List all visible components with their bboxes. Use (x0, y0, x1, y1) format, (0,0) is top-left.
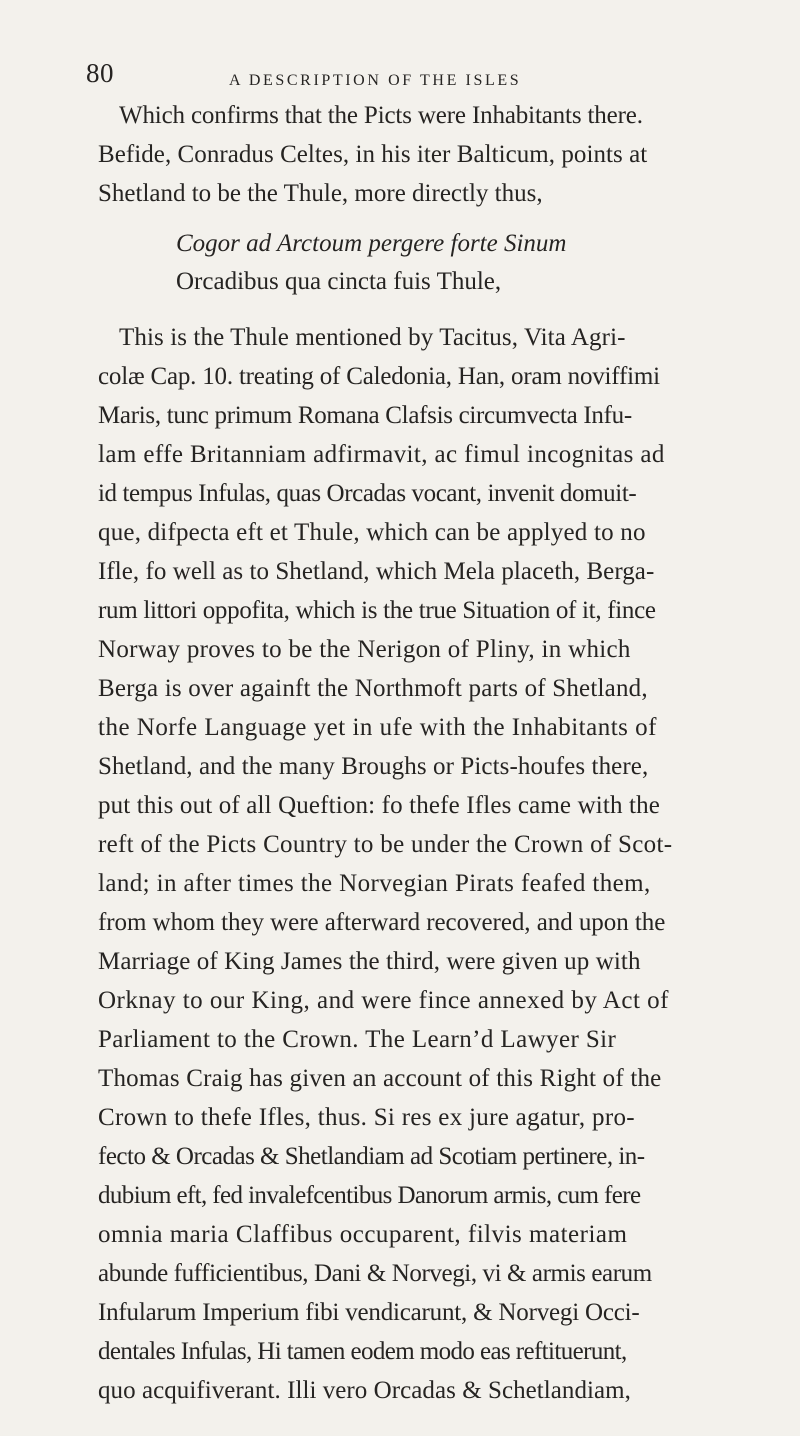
text-line: Marriage of King James the third, were given up with (98, 948, 641, 975)
text-line: Thomas Craig has given an account of this Right of the (98, 1065, 662, 1092)
text-line: Shetland, and the many Broughs or Picts-houfes there, (98, 753, 649, 780)
text-line: Maris, tunc primum Romana Clafsis circumvecta Infu- (98, 402, 632, 429)
text-line: Parliament to the Crown. The Learn’d Lawyer Sir (98, 1026, 617, 1053)
text-line: id tempus Infulas, quas Orcadas vocant, invenit domuit- (98, 480, 637, 507)
text-line: quo acquifiverant. Illi vero Orcadas & Schetlandiam, (98, 1377, 631, 1404)
text-line: Shetland to be the Thule, more directly thus, (98, 180, 543, 207)
text-line: dubium eft, fed invalefcentibus Danorum armis, cum fere (98, 1182, 641, 1209)
verse-line: Orcadibus qua cincta fuis Thule, (176, 268, 502, 295)
text-line: lam effe Britanniam adfirmavit, ac fimul incognitas ad (98, 441, 665, 468)
text-line: dentales Infulas, Hi tamen eodem modo eas reftituerunt, (98, 1338, 627, 1365)
text-line: fecto & Orcadas & Shetlandiam ad Scotiam pertinere, in- (98, 1143, 645, 1170)
running-head: A DESCRIPTION OF THE ISLES (229, 72, 522, 89)
text-line: Infularum Imperium fibi vendicarunt, & Norvegi Occi- (98, 1299, 640, 1326)
text-line: que, difpecta eft et Thule, which can be applyed to no (98, 519, 646, 546)
text-line: put this out of all Queftion: fo thefe Ifles came with the (98, 792, 661, 819)
text-line: Befide, Conradus Celtes, in his iter Balticum, points at (98, 141, 648, 168)
text-line: Crown to thefe Ifles, thus. Si res ex jure agatur, pro- (98, 1104, 635, 1131)
text-line: colæ Cap. 10. treating of Caledonia, Han, oram noviffimi (98, 363, 660, 390)
text-line: omnia maria Claffibus occuparent, filvis materiam (98, 1221, 628, 1248)
text-line: Orknay to our King, and were fince annexed by Act of (98, 987, 669, 1014)
text-line: from whom they were afterward recovered, and upon the (98, 909, 666, 936)
verse-line: Cogor ad Arctoum pergere forte Sinum (176, 230, 567, 257)
text-line: abunde fufficientibus, Dani & Norvegi, vi & armis earum (98, 1260, 652, 1287)
text-line: Ifle, fo well as to Shetland, which Mela placeth, Berga- (98, 558, 655, 585)
page-number: 80 (86, 58, 114, 88)
text-line: Which confirms that the Picts were Inhabitants there. (119, 102, 643, 129)
text-line: rum littori oppofita, which is the true Situation of it, fince (98, 597, 656, 624)
text-line: This is the Thule mentioned by Tacitus, Vita Agri- (119, 324, 626, 351)
text-line: Berga is over againft the Northmoft parts of Shetland, (98, 675, 648, 702)
text-line: land; in after times the Norvegian Pirats feafed them, (98, 870, 651, 897)
text-line: reft of the Picts Country to be under the Crown of Scot- (98, 831, 673, 858)
text-line: Norway proves to be the Nerigon of Pliny, in which (98, 636, 631, 663)
text-line: the Norfe Language yet in ufe with the Inhabitants of (98, 714, 657, 741)
